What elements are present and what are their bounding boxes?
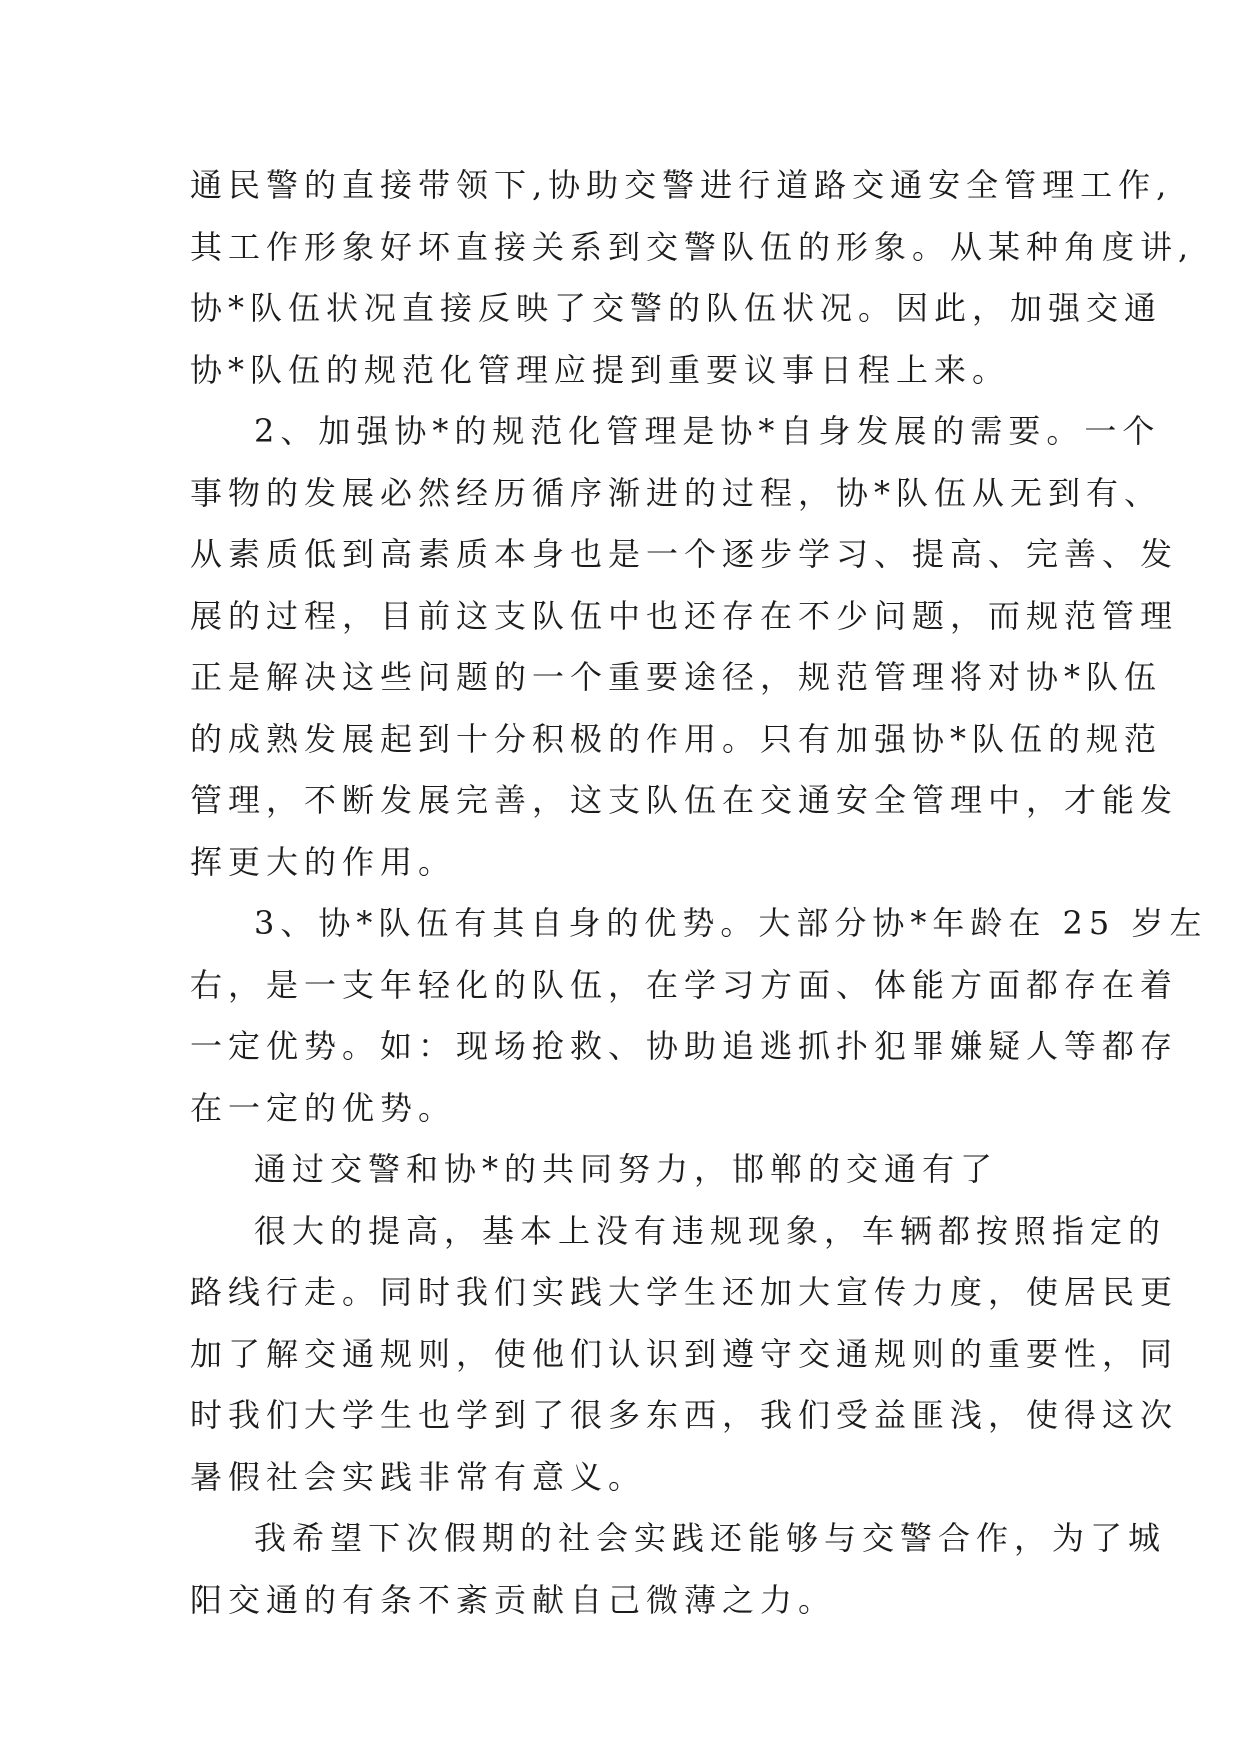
text-line: 右，是一支年轻化的队伍，在学习方面、体能方面都存在着 — [190, 965, 1179, 1004]
text-line: 很大的提高，基本上没有违规现象，车辆都按照指定的 — [254, 1211, 1167, 1250]
document-body — [190, 155, 1208, 1631]
text-line: 其工作形象好坏直接关系到交警队伍的形象。从某种角度讲, — [190, 227, 1195, 266]
text-line: 通过交警和协*的共同努力，邯郸的交通有了 — [254, 1150, 999, 1188]
text-line: 展的过程，目前这支队伍中也还存在不少问题，而规范管理 — [190, 596, 1179, 635]
text-line: 在一定的优势。 — [190, 1088, 457, 1127]
text-line: 管理，不断发展完善，这支队伍在交通安全管理中，才能发 — [190, 781, 1179, 819]
text-line: 正是解决这些问题的一个重要途径，规范管理将对协*队伍 — [190, 658, 1163, 696]
text-line: 2、加强协*的规范化管理是协*自身发展的需要。一个 — [254, 412, 1161, 450]
text-line: 通民警的直接带领下,协助交警进行道路交通安全管理工作, — [190, 166, 1173, 204]
text-line: 一定优势。如：现场抢救、协助追逃抓扑犯罪嫌疑人等都存 — [190, 1027, 1179, 1065]
text-line: 加了解交通规则，使他们认识到遵守交通规则的重要性，同 — [190, 1334, 1179, 1373]
text-line: 协*队伍状况直接反映了交警的队伍状况。因此，加强交通 — [190, 289, 1163, 327]
text-line: 我希望下次假期的社会实践还能够与交警合作，为了城 — [254, 1519, 1167, 1557]
text-line: 的成熟发展起到十分积极的作用。只有加强协*队伍的规范 — [190, 719, 1163, 758]
text-line: 时我们大学生也学到了很多东西，我们受益匪浅，使得这次 — [190, 1396, 1179, 1434]
text-line: 阳交通的有条不紊贡献自己微薄之力。 — [190, 1580, 837, 1619]
text-line: 路线行走。同时我们实践大学生还加大宣传力度，使居民更 — [190, 1273, 1179, 1311]
text-line: 3、协*队伍有其自身的优势。大部分协*年龄在 25 岁左 — [254, 904, 1208, 942]
text-line: 暑假社会实践非常有意义。 — [190, 1457, 647, 1496]
text-line: 挥更大的作用。 — [190, 842, 457, 881]
text-line: 从素质低到高素质本身也是一个逐步学习、提高、完善、发 — [190, 535, 1179, 573]
text-line: 事物的发展必然经历循序渐进的过程，协*队伍从无到有、 — [190, 473, 1163, 512]
text-line: 协*队伍的规范化管理应提到重要议事日程上来。 — [190, 350, 1011, 389]
